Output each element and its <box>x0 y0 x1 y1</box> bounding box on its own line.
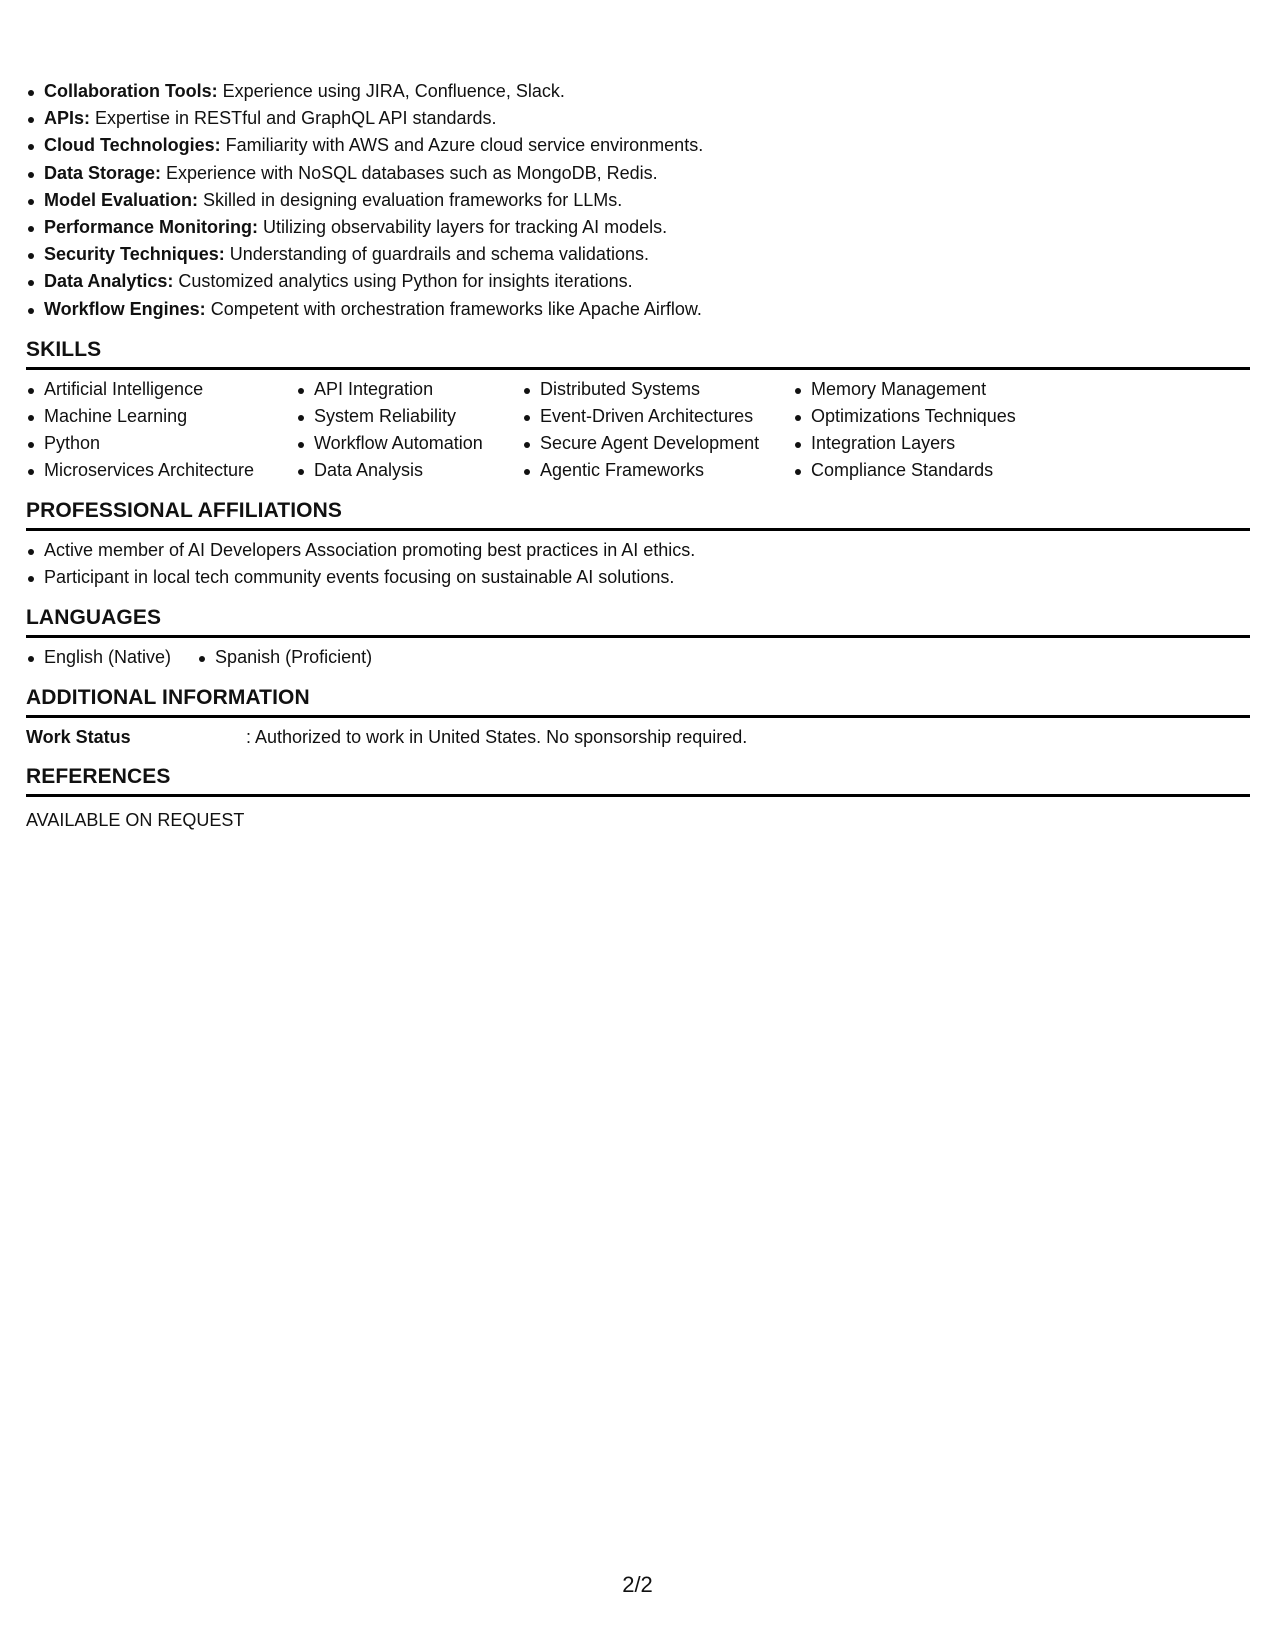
languages-list <box>26 644 1250 671</box>
section-title-additional: ADDITIONAL INFORMATION <box>26 685 1250 718</box>
list-item: Model Evaluation: Skilled in designing evaluation frameworks for LLMs. <box>26 187 1250 214</box>
skill-item: Memory Management <box>793 376 1053 403</box>
skill-item: Agentic Frameworks <box>522 457 793 484</box>
list-item: Participant in local tech community events focusing on sustainable AI solutions. <box>26 564 1250 591</box>
language-item: English (Native) <box>26 644 171 671</box>
skill-item: Workflow Automation <box>296 430 522 457</box>
skill-item: Data Analysis <box>296 457 522 484</box>
skill-item: Python <box>26 430 296 457</box>
skill-item: Secure Agent Development <box>522 430 793 457</box>
skill-item: Distributed Systems <box>522 376 793 403</box>
work-status-label: Work Status <box>26 726 131 747</box>
affiliations-section <box>26 498 1250 591</box>
skill-item: Optimizations Techniques <box>793 403 1053 430</box>
skills-grid <box>26 376 1250 484</box>
skill-item: Event-Driven Architectures <box>522 403 793 430</box>
section-title-skills: SKILLS <box>26 337 1250 370</box>
list-item: Data Analytics: Customized analytics using Python for insights iterations. <box>26 268 1250 295</box>
list-item: Active member of AI Developers Association promoting best practices in AI ethics. <box>26 537 1250 564</box>
list-item: Data Storage: Experience with NoSQL databases such as MongoDB, Redis. <box>26 160 1250 187</box>
skills-column-1 <box>26 376 296 484</box>
skills-column-2 <box>296 376 522 484</box>
skill-item: Integration Layers <box>793 430 1053 457</box>
section-title-languages: LANGUAGES <box>26 605 1250 638</box>
skills-column-3 <box>522 376 793 484</box>
work-status-row <box>26 724 1250 750</box>
language-item: Spanish (Proficient) <box>197 644 372 671</box>
affiliations-list <box>26 537 1250 591</box>
skill-item: API Integration <box>296 376 522 403</box>
list-item: Workflow Engines: Competent with orchestration frameworks like Apache Airflow. <box>26 296 1250 323</box>
list-item: Security Techniques: Understanding of guardrails and schema validations. <box>26 241 1250 268</box>
list-item: APIs: Expertise in RESTful and GraphQL API standards. <box>26 105 1250 132</box>
list-item: Performance Monitoring: Utilizing observability layers for tracking AI models. <box>26 214 1250 241</box>
references-section <box>26 764 1250 833</box>
work-status-value: : Authorized to work in United States. No sponsorship required. <box>246 726 748 747</box>
references-text: AVAILABLE ON REQUEST <box>26 809 245 830</box>
skills-section <box>26 337 1250 484</box>
skill-item: Microservices Architecture <box>26 457 296 484</box>
skill-item: Artificial Intelligence <box>26 376 296 403</box>
section-title-references: REFERENCES <box>26 764 1250 797</box>
skills-column-4 <box>793 376 1053 484</box>
additional-section <box>26 685 1250 750</box>
languages-section <box>26 605 1250 671</box>
section-title-affiliations: PROFESSIONAL AFFILIATIONS <box>26 498 1250 531</box>
skill-item: Machine Learning <box>26 403 296 430</box>
list-item: Cloud Technologies: Familiarity with AWS and Azure cloud service environments. <box>26 132 1250 159</box>
list-item: Collaboration Tools: Experience using JIRA, Confluence, Slack. <box>26 78 1250 105</box>
page-number: 2/2 <box>622 1572 653 1597</box>
skill-item: Compliance Standards <box>793 457 1053 484</box>
resume-page <box>26 78 1250 833</box>
technical-list <box>26 78 1250 323</box>
skill-item: System Reliability <box>296 403 522 430</box>
